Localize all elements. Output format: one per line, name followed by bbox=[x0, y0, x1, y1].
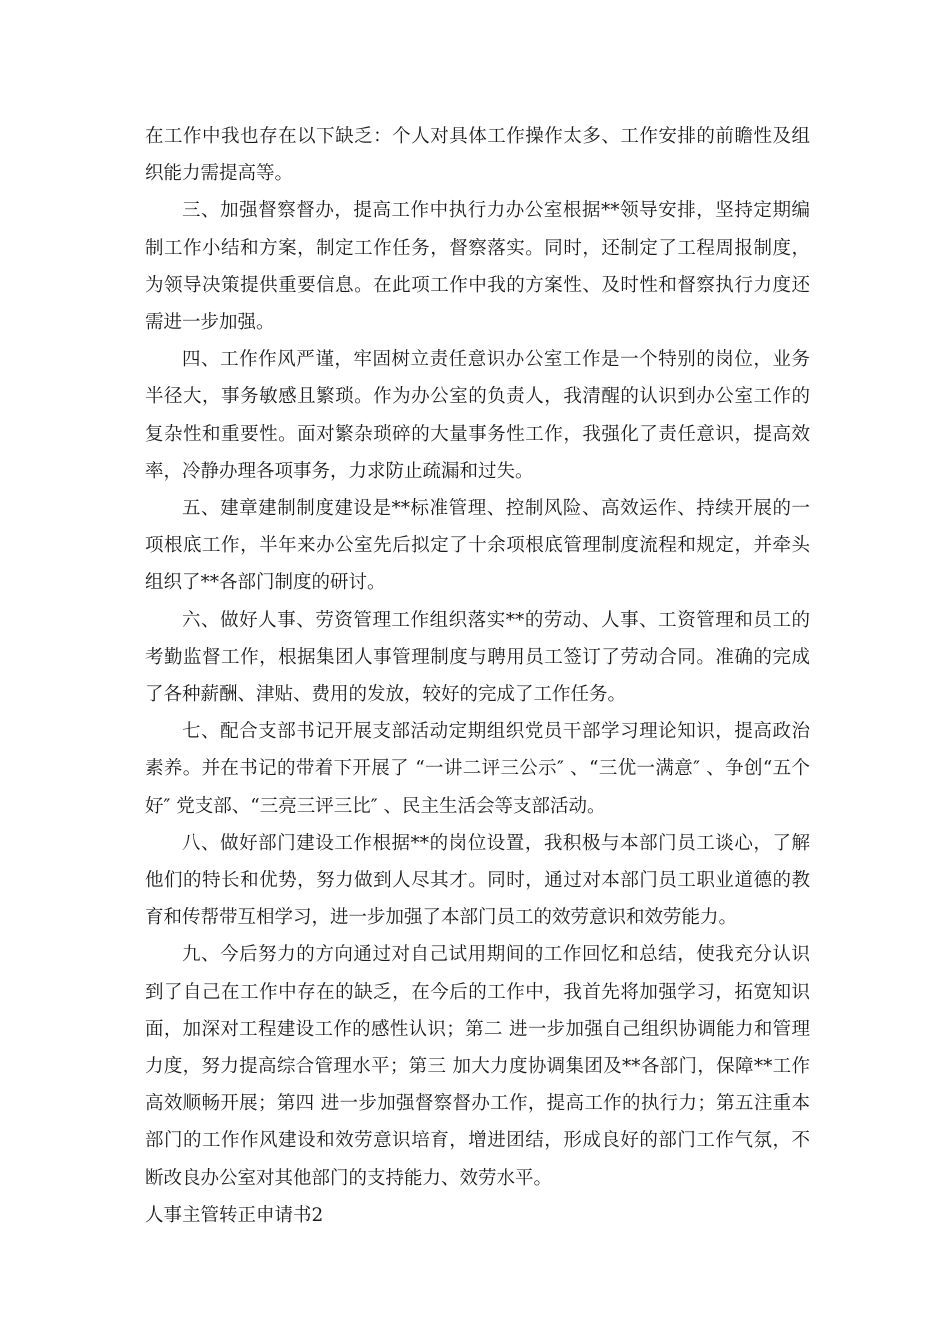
section-heading: 人事主管转正申请书2 bbox=[145, 1204, 324, 1226]
paragraph-section-3: 三、加强督察督办，提高工作中执行力办公室根据**领导安排，坚持定期编制工作小结和方案，制定工作任务，督察落实。同时，还制定了工程周报制度，为领导决策提供重要信息。在此项工作中我的方案性、及时性和督察执行力度还需进一步加强。 bbox=[145, 200, 810, 334]
document-body bbox=[145, 118, 810, 1234]
paragraph-section-5: 五、建章建制制度建设是**标准管理、控制风险、高效运作、持续开展的一项根底工作，半年来办公室先后拟定了十余项根底管理制度流程和规定，并牵头组织了**各部门制度的研讨。 bbox=[145, 498, 810, 594]
paragraph-section-8: 八、做好部门建设工作根据**的岗位设置，我积极与本部门员工谈心，了解他们的特长和优势，努力做到人尽其才。同时，通过对本部门员工职业道德的教育和传帮带互相学习，进一步加强了本部门员工的效劳意识和效劳能力。 bbox=[145, 832, 810, 929]
paragraph-section-9: 九、今后努力的方向通过对自己试用期间的工作回忆和总结，使我充分认识到了自己在工作中存在的缺乏，在今后的工作中，我首先将加强学习，拓宽知识面，加深对工程建设工作的感性认识；第二 进一步加强自己组织协调能力和管理力度，努力提高综合管理水平；第三 加大力度协调集团及**各部门，保障**工作高效顺畅开展；第四 进一步加强督察督办工作，提高工作的执行力；第五注重本部门的工作作风建设和效劳意识培育，增进团结，形成良好的部门工作气氛，不断改良办公室对其他部门的支持能力、效劳水平。 bbox=[145, 944, 810, 1189]
paragraph-shortcomings: 在工作中我也存在以下缺乏：个人对具体工作操作太多、工作安排的前瞻性及组织能力需提高等。 bbox=[145, 126, 810, 185]
paragraph-section-4: 四、工作作风严谨，牢固树立责任意识办公室工作是一个特别的岗位，业务半径大，事务敏感且繁琐。作为办公室的负责人，我清醒的认识到办公室工作的复杂性和重要性。面对繁杂琐碎的大量事务性工作，我强化了责任意识，提高效率，冷静办理各项事务，力求防止疏漏和过失。 bbox=[145, 349, 810, 482]
paragraph-section-6: 六、做好人事、劳资管理工作组织落实**的劳动、人事、工资管理和员工的考勤监督工作，根据集团人事管理制度与聘用员工签订了劳动合同。准确的完成了各种薪酬、津贴、费用的发放，较好的完成了工作任务。 bbox=[145, 609, 810, 706]
paragraph-section-7: 七、配合支部书记开展支部活动定期组织党员干部学习理论知识，提高政治素养。并在书记的带着下开展了 “一讲二评三公示″ 、“三优一满意″ 、争创“五个好″ 党支部、“三亮三评三比″ 、民主生活会等支部活动。 bbox=[145, 721, 810, 817]
